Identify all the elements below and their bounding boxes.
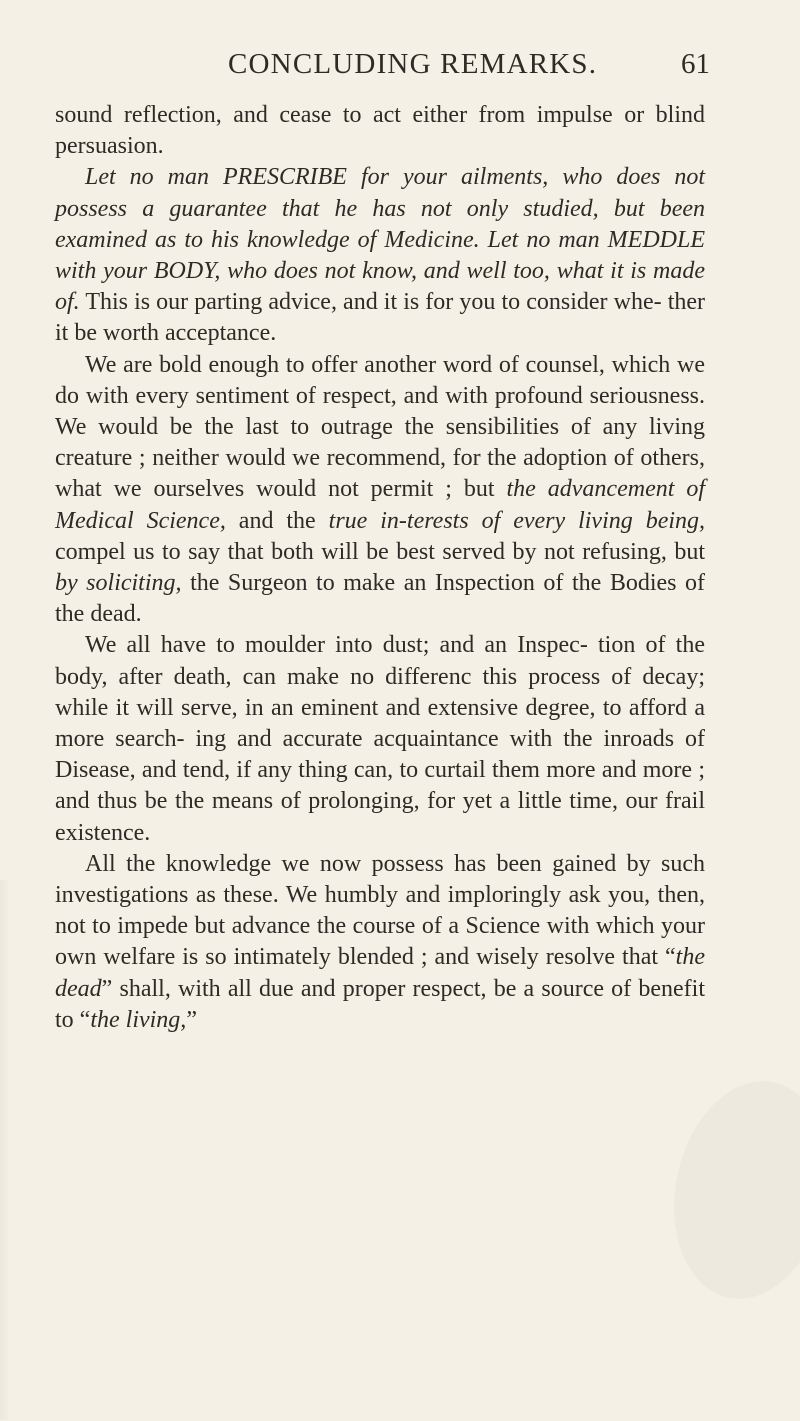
text-line: All the knowledge we now possess has been bbox=[85, 850, 542, 877]
running-title: CONCLUDING REMARKS. bbox=[228, 48, 598, 80]
text-line: ” bbox=[186, 1006, 197, 1033]
paragraph-3 bbox=[55, 350, 705, 631]
text-line: We are bold enough to offer another word of bbox=[85, 351, 519, 378]
page-number: 61 bbox=[681, 48, 710, 80]
text-line: neither would we recommend, for the adoption of bbox=[152, 445, 634, 472]
italic-phrase: the living, bbox=[90, 1006, 187, 1033]
page-edge-shadow bbox=[0, 880, 10, 1420]
paragraph-4 bbox=[55, 630, 705, 848]
italic-phrase: true in-terests of every living being, bbox=[328, 507, 706, 534]
text-line: others, what we ourselves would not permit ; but bbox=[55, 445, 706, 503]
italic-text-line: of Medicine. Let no man MEDDLE with your BODY, bbox=[55, 226, 706, 285]
text-line: or blind persuasion. bbox=[55, 102, 706, 160]
text-line: ing and accurate acquaintance with the inroads of bbox=[195, 726, 706, 753]
text-line: We all have to moulder into dust; and an Inspec- bbox=[85, 632, 588, 659]
text-line: this process of decay; while it will serve, in an bbox=[55, 663, 705, 721]
text-line: eminent and extensive degree, to afford a more search- bbox=[55, 694, 706, 753]
text-line: more and more ; and thus be the means of prolonging, bbox=[55, 757, 706, 815]
text-line: welfare is so intimately blended ; and wisely resolve bbox=[103, 944, 616, 971]
text-line: Bodies of the dead. bbox=[55, 570, 706, 628]
text-line: ther it be worth acceptance. bbox=[55, 289, 705, 347]
italic-text-line: who does not know, and well too, what it is made of. bbox=[55, 258, 706, 316]
italic-phrase: by soliciting, bbox=[55, 570, 182, 597]
italic-text-line: Let no man PRESCRIBE for your ailments, who bbox=[85, 164, 603, 191]
text-line: be a source of benefit to “ bbox=[55, 975, 705, 1033]
text-line: for yet a little time, our frail existence. bbox=[55, 788, 706, 846]
page-header bbox=[228, 48, 710, 82]
text-line: sound reflection, and cease to act either from impulse bbox=[55, 102, 613, 128]
text-line: tion of the body, after death, can make no differenc bbox=[55, 632, 705, 690]
paper-stain bbox=[655, 1067, 800, 1313]
text-line: ” shall, with all due and proper respect, bbox=[101, 975, 487, 1002]
body-text bbox=[55, 100, 705, 1036]
text-line: the Surgeon to make an Inspection of the bbox=[190, 570, 602, 597]
paragraph-1 bbox=[55, 100, 705, 162]
text-line: advance the course of a Science with which your own bbox=[55, 913, 705, 971]
text-line: compel us to say that bbox=[55, 538, 264, 565]
italic-phrase: the advancement of Medical Science, bbox=[55, 476, 706, 534]
text-line: Disease, and tend, if any thing can, to curtail them bbox=[55, 757, 540, 784]
text-line: counsel, which we do with every sentiment of respect, bbox=[55, 351, 705, 409]
text-line: to outrage the sensibilities of any living creature ; bbox=[55, 414, 706, 472]
paragraph-5 bbox=[55, 849, 705, 1036]
text-line: and imploringly ask you, then, not to impede but bbox=[55, 882, 705, 940]
text-line: and with profound seriousness. We would be the last bbox=[55, 382, 705, 441]
italic-text-line: does not possess a guarantee that he has not bbox=[55, 164, 706, 222]
text-line: that “ bbox=[622, 944, 676, 971]
text-line: and the bbox=[238, 507, 316, 534]
text-line: gained by such investigations as these. We humbly bbox=[55, 850, 706, 909]
text-line: This is our parting advice, and it is for you to consider whe- bbox=[85, 289, 662, 316]
paragraph-2 bbox=[55, 162, 705, 349]
text-line: both will be best served by not refusing, but bbox=[271, 538, 705, 565]
italic-text-line: only studied, but been examined as to his knowledge bbox=[55, 195, 706, 253]
italic-phrase: the dead bbox=[55, 944, 705, 1002]
